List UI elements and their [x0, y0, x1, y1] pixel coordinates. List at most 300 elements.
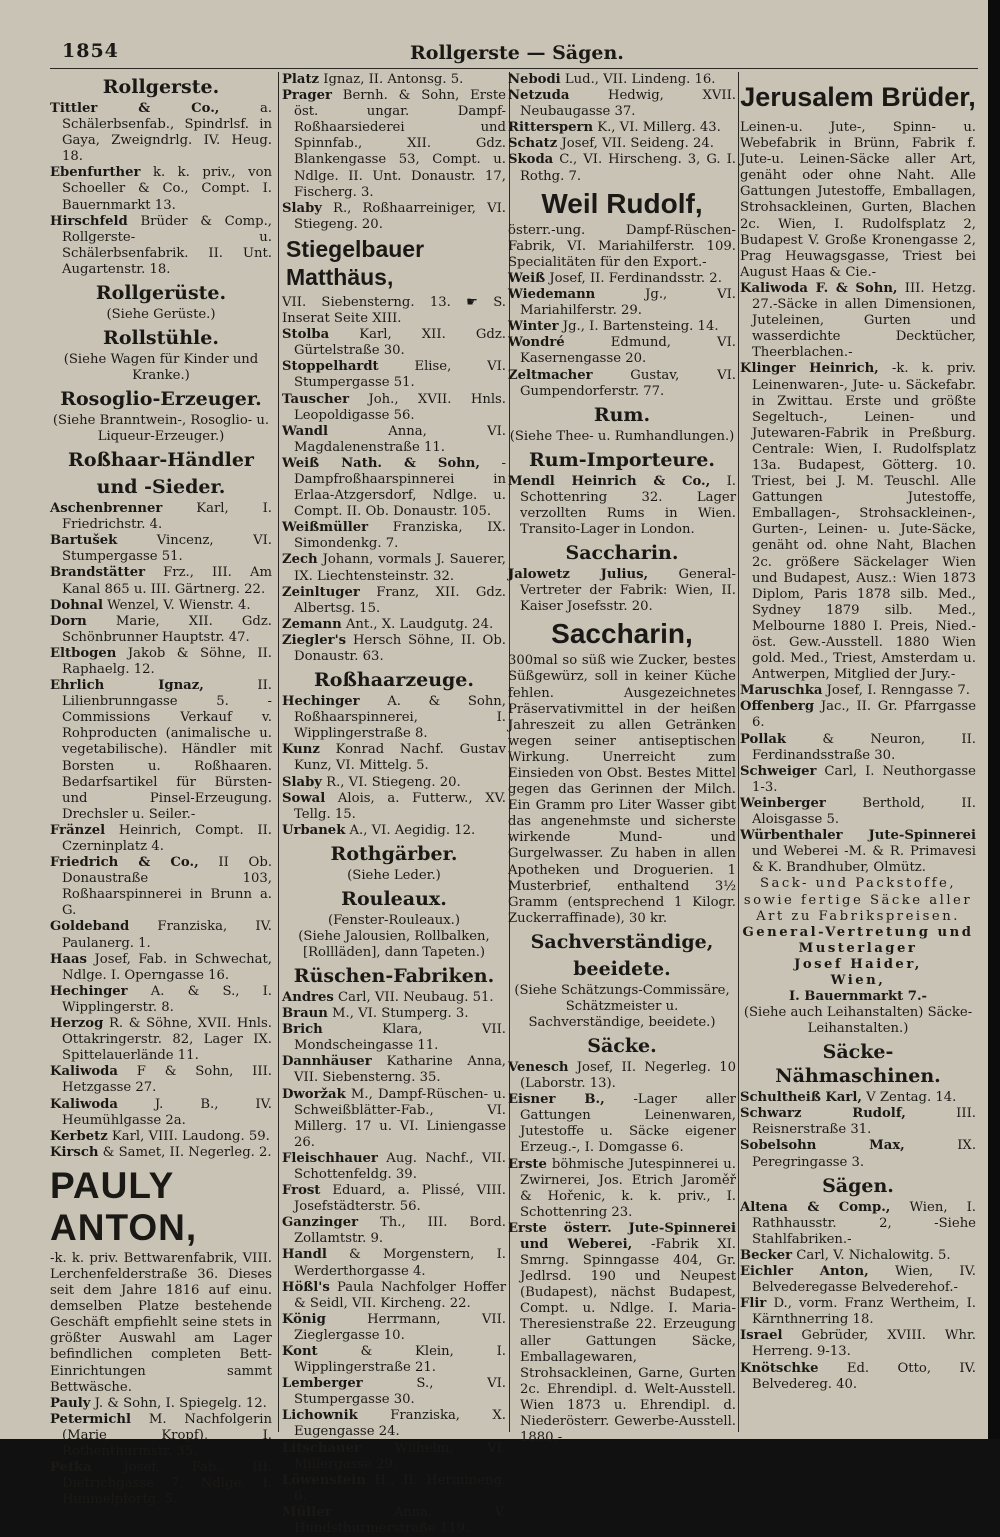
entry-name: Weiß [508, 270, 546, 286]
entry-details: Hedwig, XVII. Neubaugasse 37. [520, 88, 736, 120]
entry-details: Berthold, II. Aloisgasse 5. [752, 795, 976, 828]
directory-entry [50, 165, 272, 213]
directory-entry [282, 1087, 506, 1151]
directory-entry [282, 791, 506, 823]
directory-entry [50, 855, 272, 919]
directory-entry [282, 1505, 506, 1537]
entry-details: A. & Sohn, Roßhaarspinnerei, I. Wipplingerstraße 8. [294, 694, 506, 742]
header-rule [50, 68, 978, 69]
entry-name: Sowal [282, 790, 326, 806]
directory-entry [282, 585, 506, 617]
entry-name: Ganzinger [282, 1215, 359, 1231]
entry-name: Lichownik [282, 1408, 358, 1424]
entry-details: III. Hetzg. 27.-Säcke in allen Dimensionen, Juteleinen, Gurten und wasserdichte Decktücher, Theerblachen.- [752, 280, 976, 361]
entry-name: Pauly [50, 1395, 91, 1411]
section-heading: Rosoglio-Erzeuger. [60, 388, 262, 411]
entry-name: Braun [282, 1006, 328, 1022]
entry-name: Kaliwoda F. & Sohn, [740, 280, 898, 296]
entry-details: Josef, II. Ferdinandsstr. 2. [545, 270, 722, 286]
entry-details: Jakob & Söhne, II. Raphaelg. 12. [62, 645, 272, 677]
page-number: 1854 [62, 40, 119, 62]
entry-details: M., Dampf-Rüschen- u. Schweißblätter-Fab., VI. Millerg. 17 u. VI. Liniengasse 26. [294, 1086, 506, 1150]
entry-details: II Ob. Donaustraße 103, Roßhaarspinnerei in Brunn a. G. [62, 855, 273, 919]
advert-text: 300mal so süß wie Zucker, bestes Süßgewürz, soll in keiner Küche fehlen. Ausgezeichnetes Präservativmittel in der heißen Jahreszeit zu allen Getränken wegen seiner antiseptischen Wirkung. Unerreicht zum Einsieden von Obst. Bestes Mittel gegen das Gerinnen der Milch. Ein Gramm pro Liter Wasser gibt das angenehmste und sicherste wirkende Mund- und Gurgelwasser. Zu haben in allen Apotheken und Droguerien. 1 Musterbrief, enthaltend 3½ Gramm (entsprechend 1 Kilogr. Zuckerraffinade), 30 kr. [508, 653, 736, 926]
directory-entry [508, 271, 736, 287]
display-advert-name: Weil Rudolf, [541, 187, 703, 219]
entry-name: Hechinger [282, 694, 360, 710]
entry-details: k. k. priv., von Schoeller & Co., Compt. I. Bauernmarkt 13. [62, 165, 272, 213]
advert-text: Wien, [830, 972, 886, 988]
entry-details: Franziska, IV. Paulanerg. 1. [62, 919, 272, 951]
entry-details: J. B., IV. Heumühlgasse 2a. [62, 1096, 272, 1128]
column-1 [50, 72, 273, 1508]
entry-name: Wondré [508, 335, 565, 351]
directory-entry [50, 984, 272, 1016]
entry-name: Pollak [740, 731, 787, 747]
entry-name: Fränzel [50, 822, 106, 838]
entry-name: Kaliwoda [50, 1064, 118, 1080]
entry-name: Sobelsohn Max, [740, 1138, 905, 1154]
section-heading: Rollgerste. [102, 76, 220, 98]
entry-name: Lemberger [282, 1376, 363, 1392]
entry-details: Klara, VII. Mondscheingasse 11. [294, 1022, 506, 1054]
entry-name: Handl [282, 1247, 327, 1263]
directory-entry [282, 823, 506, 839]
directory-entry [50, 823, 272, 855]
advert-text: Josef Haider, [794, 956, 922, 972]
entry-name: Frost [282, 1183, 321, 1199]
entry-name: Petermichl [50, 1411, 131, 1427]
entry-details: Konrad Nachf. Gustav Kunz, VI. Mittelg. 5. [294, 742, 506, 774]
advert-text: Sack- und Packstoffe, sowie fertige Säcke aller Art zu Fabrikspreisen. [743, 876, 973, 924]
entry-details: A. & S., I. Wipplingerstr. 8. [62, 983, 272, 1015]
directory-entry [282, 1022, 506, 1054]
directory-entry [50, 598, 272, 614]
section-heading: Rollstühle. [103, 327, 219, 350]
display-advert-name: Jerusalem Brüder, [740, 82, 976, 112]
section-heading: Rum-Importeure. [529, 448, 715, 471]
entry-name: Weißmüller [282, 520, 369, 536]
entry-details: II. Lilienbrunngasse 5. -Commissions Verkauf v. Rohproducten (animalische u. vegetabilische). Händler mit Borsten u. Roßhaaren. Bedarfsartikel für Bürsten- und Pinsel-Erzeugung. Drechsler u. Seiler.- [62, 678, 272, 822]
entry-name: Aschenbrenner [50, 501, 163, 517]
directory-entry [50, 1460, 272, 1508]
entry-name: Friedrich & Co., [50, 855, 199, 871]
directory-entry [282, 392, 506, 424]
entry-details: Carl, V. Nichalowitg. 5. [792, 1247, 951, 1263]
cross-reference: (Siehe Jalousien, Rollbalken, [Rollläden], dann Tapeten.) [298, 928, 490, 960]
directory-entry [740, 1264, 976, 1296]
entry-details: Hersch Söhne, II. Ob. Donaustr. 63. [294, 632, 506, 664]
directory-entry [740, 1200, 976, 1248]
entry-name: Stoppelhardt [282, 359, 379, 375]
entry-details: Karl, I. Friedrichstr. 4. [62, 501, 272, 533]
entry-details: III. Reisnerstraße 31. [752, 1106, 976, 1138]
entry-name: Wandl [282, 423, 329, 439]
entry-name: Becker [740, 1247, 793, 1263]
entry-details: Brüder & Comp., Rollgerste- u. Schälerbsenfabrik. II. Unt. Augartenstr. 18. [62, 213, 272, 277]
entry-details: -Lager aller Gattungen Leinenwaren, Jutestoffe u. Säcke eigener Erzeug.-, I. Domgasse 6. [520, 1092, 736, 1156]
entry-name: Altena & Comp., [740, 1199, 891, 1215]
directory-entry [282, 1473, 506, 1505]
entry-details: Alois, a. Futterw., XV. Tellg. 15. [294, 790, 506, 822]
entry-details: Vincenz, VI. Stumpergasse 51. [62, 533, 272, 565]
directory-entry [50, 646, 272, 678]
entry-name: Kunz [282, 742, 320, 758]
entry-name: Müller [282, 1504, 332, 1520]
entry-details: -k. k. priv. Leinenwaren-, Jute- u. Säckefabr. in Zwittau. Erste und größte Segeltuch-, Leinen- und Jutewaren-Fabrik in Preßburg. Centrale: Wien, I. Rudolfsplatz 13a. Budapest, Götterg. 10. Triest, bei J. M. Teuschl. Alle Gattungen Jutestoffe, Emballagen-, Strohsackleinen-, Gurten-, Leinen- u. Jute-Säcke, genäht od. ohne Naht, Blachen 2c. größere Säckelager Wien und Budapest, Ausz.: Wien 1873 Diplom, Paris 1878 silb. Med., Sydney 1879 silb. Med., Melbourne 1880 I. Preis, Nied.-öst. Gew.-Ausstell. 1880 Wien gold. Med., Triest, Amsterdam u. Antwerpen, Mitglied der Jury.- [752, 361, 976, 683]
directory-entry [282, 1312, 506, 1344]
directory-entry [282, 1151, 506, 1183]
entry-details: Josef, Fab. in Schwechat, Ndlge. I. Operngasse 16. [62, 951, 272, 983]
entry-name: Wiedemann [508, 287, 596, 303]
directory-entry [282, 742, 506, 774]
entry-name: Offenberg [740, 699, 815, 715]
directory-entry [508, 474, 736, 538]
entry-name: Dannhäuser [282, 1054, 372, 1070]
directory-entry [740, 828, 976, 876]
directory-entry [282, 1054, 506, 1086]
entry-name: Slaby [282, 774, 322, 790]
entry-details: & Neuron, II. Ferdinandsstraße 30. [752, 731, 976, 763]
directory-entry [50, 1145, 272, 1161]
entry-name: Stolba [282, 327, 330, 343]
entry-name: Hirschfeld [50, 213, 128, 229]
entry-details: Johann, vormals J. Sauerer, IX. Liechtensteinstr. 32. [294, 552, 506, 584]
directory-entry [282, 456, 506, 520]
directory-entry [740, 732, 976, 764]
entry-name: Winter [508, 319, 559, 335]
directory-entry [508, 1060, 736, 1092]
entry-details: Th., III. Bord. Zollamtstr. 9. [294, 1215, 506, 1247]
entry-name: Würbenthaler Jute-Spinnerei [740, 828, 976, 844]
advert-text: österr.-ung. Dampf-Rüschen-Fabrik, VI. Mariahilferstr. 109. Specialitäten für den Export.- [508, 222, 736, 270]
entry-details: Franziska, IX. Simondenkg. 7. [294, 520, 506, 552]
entry-details: R., Roßhaarreiniger, VI. Stiegeng. 20. [294, 200, 506, 232]
entry-name: Eltbogen [50, 645, 117, 661]
entry-details: Wilhelm, VI. Millergasse 29. [294, 1440, 506, 1472]
directory-entry [508, 1157, 736, 1221]
entry-name: Ebenfurther [50, 165, 141, 181]
entry-name: Tittler & Co., [50, 101, 220, 116]
entry-details: IX. Peregringasse 3. [752, 1138, 977, 1170]
entry-details: Jac., II. Gr. Pfarrgasse 6. [752, 699, 976, 731]
entry-name: Zeinltuger [282, 584, 360, 600]
entry-name: Klinger Heinrich, [740, 361, 879, 377]
entry-name: Tauscher [282, 391, 350, 407]
directory-entry [740, 1328, 976, 1360]
advert-text: General-Vertretung und Musterlager [742, 924, 974, 956]
entry-details: Karl, VIII. Laudong. 59. [107, 1128, 270, 1144]
entry-details: I. Schottenring 32. Lager verzollten Rums in Wien. Transito-Lager in London. [520, 473, 736, 537]
page-title: Rollgerste — Sägen. [410, 42, 624, 64]
directory-entry [282, 1280, 506, 1312]
cross-reference: (Siehe Wagen für Kinder und Kranke.) [63, 352, 259, 384]
entry-details: Katharine Anna, VII. Siebensterng. 35. [294, 1054, 506, 1086]
directory-entry [508, 152, 736, 184]
directory-entry [282, 520, 506, 552]
directory-entry [740, 361, 976, 683]
entry-details: Gustav, VI. Gumpendorferstr. 77. [520, 367, 736, 399]
entry-name: Mendl Heinrich & Co., [508, 473, 711, 489]
entry-details: H., II. Hermineng. 6. [294, 1472, 506, 1504]
entry-details: Edmund, VI. Kasernengasse 20. [520, 335, 736, 367]
entry-name: Prager [282, 88, 332, 104]
entry-name: Zemann [282, 616, 342, 632]
entry-details: D., vorm. Franz Wertheim, I. Kärnthnerring 18. [752, 1296, 976, 1328]
column-4 [740, 72, 976, 1434]
entry-details: C., VI. Hirscheng. 3, G. I. Rothg. 7. [520, 152, 736, 184]
entry-name: Platz [282, 72, 320, 87]
entry-details: Carl, VII. Neubaug. 51. [333, 989, 494, 1005]
directory-entry [740, 683, 976, 699]
advert-text: I. Bauernmarkt 7.- [788, 989, 928, 1005]
directory-entry [282, 424, 506, 456]
entry-details: General-Vertreter der Fabrik: Wien, II. Kaiser Josefsstr. 20. [520, 567, 736, 615]
directory-entry [50, 533, 272, 565]
cross-reference: (Siehe Gerüste.) [106, 307, 216, 323]
entry-details: Ignaz, II. Antonsg. 5. [319, 72, 464, 87]
directory-entry [740, 1248, 976, 1264]
entry-details: Josef, II. Negerleg. 10 (Laborstr. 13). [520, 1059, 736, 1092]
entry-name: Flir [740, 1296, 767, 1312]
display-advert-name: PAULY ANTON, [50, 1164, 198, 1248]
entry-name: Kerbetz [50, 1128, 108, 1144]
entry-name: Eisner B., [508, 1092, 605, 1108]
section-heading: beeidete. [573, 957, 671, 980]
entry-details: Marie, XII. Gdz. Schönbrunner Hauptstr. 47. [62, 613, 272, 645]
directory-entry [50, 501, 272, 533]
entry-details: K., VI. Millerg. 43. [593, 120, 721, 136]
directory-entry [508, 567, 736, 615]
cross-reference: (Fenster-Rouleaux.) [327, 912, 461, 928]
entry-details: a. Schälerbsenfab., Spindrlsf. in Gaya, Zweigndrlg. IV. Heug. 18. [62, 101, 273, 165]
entry-details: Eduard, a. Plissé, VIII. Josefstädterstr. 56. [294, 1183, 506, 1215]
entry-details: M. Nachfolgerin (Marie Kropf), I. Rothenthurmstr. 35. [62, 1411, 272, 1459]
directory-entry [282, 552, 506, 584]
entry-name: Kaliwoda [50, 1096, 118, 1112]
section-heading: Saccharin. [565, 542, 679, 565]
entry-details: Wien, IV. Belvederegasse Belvederehof.- [752, 1264, 976, 1296]
entry-name: Dohnal [50, 597, 103, 613]
entry-details: V Zentag. 14. [861, 1090, 957, 1106]
entry-details: J. & Sohn, I. Spiegelg. 12. [90, 1395, 267, 1411]
entry-details: und Weberei -M. & R. Primavesi & K. Brandhuber, Olmütz. [752, 844, 976, 876]
entry-name: Hößl's [282, 1279, 330, 1295]
directory-entry [740, 1138, 976, 1170]
entry-details: M., VI. Stumperg. 3. [327, 1006, 469, 1022]
entry-details: Josef, Fab. III. Dietrichgasse 7, Ndlge. I. Himmelpfortg. 5. [62, 1460, 272, 1508]
directory-entry [508, 136, 736, 152]
entry-name: Löwenstein [282, 1472, 366, 1488]
entry-details: Anna, VI. Magdalenenstraße 11. [294, 423, 506, 455]
entry-name: König [282, 1311, 326, 1327]
directory-entry [282, 1247, 506, 1279]
entry-name: Schultheiß Karl, [740, 1090, 862, 1106]
directory-entry [50, 101, 272, 165]
entry-details: Elise, VI. Stumpergasse 51. [294, 359, 506, 391]
directory-entry [740, 1106, 976, 1138]
entry-name: Erste [508, 1156, 547, 1172]
directory-entry [50, 952, 272, 984]
entry-name: Ziegler's [282, 632, 347, 648]
entry-details: Aug. Nachf., VII. Schottenfeldg. 39. [294, 1150, 506, 1182]
entry-name: Dorn [50, 613, 87, 629]
directory-entry [508, 319, 736, 335]
entry-name: Zeltmacher [508, 367, 593, 383]
entry-details: Wenzel, V. Wienstr. 4. [102, 597, 251, 613]
directory-entry [282, 990, 506, 1006]
entry-details: Bernh. & Sohn, Erste öst. ungar. Dampf-Roßhaarsiederei und Spinnfab., XII. Gdz. Blankengasse 53, Compt. u. Ndlge. II. Unt. Donaustr. 17, Fischerg. 3. [294, 88, 506, 200]
directory-entry [50, 919, 272, 951]
entry-details: & Morgenstern, I. Werderthorgasse 4. [294, 1247, 506, 1279]
entry-name: Kont [282, 1344, 318, 1359]
entry-name: Schweiger [740, 763, 817, 779]
directory-entry [50, 214, 272, 278]
section-heading: Roßhaar-Händler [68, 449, 254, 472]
directory-entry [740, 699, 976, 731]
section-heading: Säcke-Nähmaschinen. [775, 1041, 941, 1088]
directory-entry [508, 120, 736, 136]
entry-details: Josef, VII. Seideng. 24. [557, 136, 714, 152]
entry-name: Jalowetz Julius, [508, 567, 649, 583]
entry-name: Fleischhauer [282, 1150, 378, 1166]
entry-name: Weinberger [740, 795, 826, 811]
entry-details: & Samet, II. Negerleg. 2. [98, 1144, 272, 1160]
entry-details: R. & Söhne, XVII. Hnls. Ottakringerstr. 82, Lager IX. Spittelauerlände 11. [62, 1016, 272, 1064]
entry-name: Urbanek [282, 822, 346, 838]
entry-details: Paula Nachfolger Hoffer & Seidl, VII. Kircheng. 22. [294, 1279, 506, 1311]
directory-entry [740, 1296, 976, 1328]
entry-details: Joh., XVII. Hnls. Leopoldigasse 56. [294, 391, 506, 423]
entry-details: Lud., VII. Lindeng. 16. [560, 72, 716, 87]
entry-name: Litschauer [282, 1440, 361, 1456]
directory-entry [508, 287, 736, 319]
entry-details: R., VI. Stiegeng. 20. [321, 774, 461, 790]
display-advert-name: Stiegelbauer Matthäus, [286, 235, 425, 290]
column-3 [508, 72, 737, 1446]
directory-entry [50, 565, 272, 597]
entry-name: Eichler Anton, [740, 1264, 869, 1279]
entry-name: Knötschke [740, 1360, 819, 1376]
directory-entry [282, 617, 506, 633]
entry-name: Netzuda [508, 88, 570, 104]
cross-reference: (Siehe Branntwein-, Rosoglio- u. Liqueur-Erzeuger.) [52, 413, 270, 445]
entry-name: Bartušek [50, 533, 118, 549]
section-heading: Rollgerüste. [95, 282, 227, 305]
entry-details: Franziska, X. Eugengasse 24. [294, 1408, 506, 1440]
entry-name: Slaby [282, 200, 322, 216]
directory-entry [50, 1412, 272, 1460]
entry-name: Ritterspern [508, 120, 594, 136]
section-heading: Rothgärber. [330, 842, 458, 865]
entry-details: -Fabrik XI. Smrng. Spinngasse 404, Gr. Jedlrsd. 190 und Neupest (Budapest), nächst Budapest, Compt. u. Ndlge. I. Maria-Theresienstraße 22. Erzeugung aller Gattungen Säcke, Emballagewaren, Strohsackleinen, Garne, Gurten 2c. Ehrendipl. d. Welt-Ausstell. Wien 1873 u. Ehrendipl. d. Niederösterr. Gewerbe-Ausstell. 1880.- [520, 1236, 737, 1446]
entry-name: Schwarz Rudolf, [740, 1106, 906, 1122]
section-heading: Rüschen-Fabriken. [293, 964, 495, 987]
entry-name: Petka [50, 1460, 92, 1476]
directory-entry [282, 72, 506, 88]
entry-details: Heinrich, Compt. II. Czerninplatz 4. [62, 822, 272, 854]
directory-entry [282, 1376, 506, 1408]
advert-text: Leinen-u. Jute-, Spinn- u. Webefabrik in Brünn, Fabrik f. Jute-u. Leinen-Säcke aller Art, genäht oder ohne Naht. Alle Gattungen Jutestoffe, Emballagen, Strohsackleinen, Gurten, Blachen 2c. Wien, I. Rudolfsplatz 2, Budapest V. Große Kronengasse 2, Prag Heuwagsgasse, Triest bei August Haas & Cie.- [740, 120, 976, 280]
directory-entry [740, 1361, 976, 1393]
entry-details: böhmische Jutespinnerei u. Zwirnerei, Jos. Etrich Jaroměř & Hořenic, k. k. priv., I. Schottenring 23. [520, 1156, 736, 1220]
entry-name: Weiß Nath. & Sohn, [282, 455, 480, 471]
entry-name: Schatz [508, 136, 558, 152]
entry-details: Karl, XII. Gdz. Gürtelstraße 30. [294, 327, 506, 359]
directory-entry [282, 1408, 506, 1440]
column-divider [738, 72, 739, 1432]
entry-name: Maruschka [740, 683, 823, 699]
directory-entry [740, 796, 976, 828]
directory-entry [282, 1183, 506, 1215]
entry-details: S., VI. Stumpergasse 30. [294, 1376, 506, 1408]
section-heading: Säcke. [587, 1034, 657, 1057]
entry-name: Andres [282, 989, 334, 1005]
entry-name: Hechinger [50, 983, 128, 999]
directory-entry [50, 1016, 272, 1064]
directory-entry [282, 1441, 506, 1473]
cross-reference: (Siehe Schätzungs-Commissäre, Schätzmeister u. Sachverständige, beeidete.) [514, 982, 730, 1030]
entry-details: & Klein, I. Wipplingerstraße 21. [294, 1344, 506, 1376]
directory-entry [50, 1064, 272, 1096]
entry-details: Jg., VI. Mariahilferstr. 29. [520, 287, 736, 319]
entry-details: Herrmann, VII. Zieglergasse 10. [294, 1311, 506, 1343]
directory-entry [282, 201, 506, 233]
advert-text: -k. k. priv. Bettwarenfabrik, VIII. Lerchenfelderstraße 36. Dieses seit dem Jahre 1816 auf einu. demselben Platze bestehende Geschäft empfiehlt seine stets in größter Auswahl am Lager befindlichen completen Bett-Einrichtungen sammt Bettwäsche. [50, 1250, 272, 1395]
advert-text: VII. Siebensterng. 13. ☛ S. Inserat Seite XIII. [282, 294, 506, 327]
entry-details: Frz., III. Am Kanal 865 u. III. Gärtnerg. 22. [62, 565, 272, 597]
entry-name: Dworžak [282, 1086, 346, 1102]
entry-details: -Dampfroßhaarspinnerei in Erlaa-Atzgersdorf, Ndlge. u. Compt. II. Ob. Donaustr. 105. [294, 455, 506, 520]
directory-entry [282, 1344, 506, 1376]
entry-name: Haas [50, 951, 87, 967]
entry-name: Herzog [50, 1016, 104, 1032]
section-heading: Rum. [593, 403, 651, 426]
directory-entry [50, 1129, 272, 1145]
directory-entry [740, 281, 976, 361]
entry-details: Ant., X. Laudgutg. 24. [341, 616, 494, 632]
directory-entry [740, 1090, 976, 1106]
directory-entry [282, 694, 506, 742]
column-2 [282, 72, 506, 1537]
directory-entry [50, 614, 272, 646]
cross-reference: (Siehe Leder.) [347, 867, 441, 883]
directory-entry [508, 1092, 736, 1156]
cross-reference: (Siehe Thee- u. Rumhandlungen.) [509, 428, 735, 444]
entry-name: Nebodi [508, 72, 561, 87]
section-heading: und -Sieder. [96, 476, 226, 499]
entry-details: Carl, I. Neuthorgasse 1-3. [752, 763, 976, 795]
directory-entry [740, 764, 976, 796]
entry-name: Israel [740, 1328, 783, 1344]
section-heading: Rouleaux. [341, 887, 447, 910]
directory-entry [282, 633, 506, 665]
directory-entry [282, 327, 506, 359]
entry-details: F & Sohn, III. Hetzgasse 27. [62, 1064, 272, 1096]
directory-entry [508, 335, 736, 367]
entry-name: Goldeband [50, 919, 130, 935]
entry-name: Brandstätter [50, 565, 146, 581]
directory-entry [508, 368, 736, 400]
entry-details: Anna, V. Hundsthurmerstraße 119. [294, 1504, 506, 1537]
entry-name: Venesch [508, 1059, 569, 1075]
column-divider [278, 72, 279, 1432]
section-heading: Sachverständige, [530, 930, 714, 953]
directory-entry [282, 1215, 506, 1247]
entry-details: Josef, I. Renngasse 7. [822, 683, 970, 699]
directory-entry [282, 88, 506, 201]
entry-details: A., VI. Aegidig. 12. [345, 822, 476, 838]
